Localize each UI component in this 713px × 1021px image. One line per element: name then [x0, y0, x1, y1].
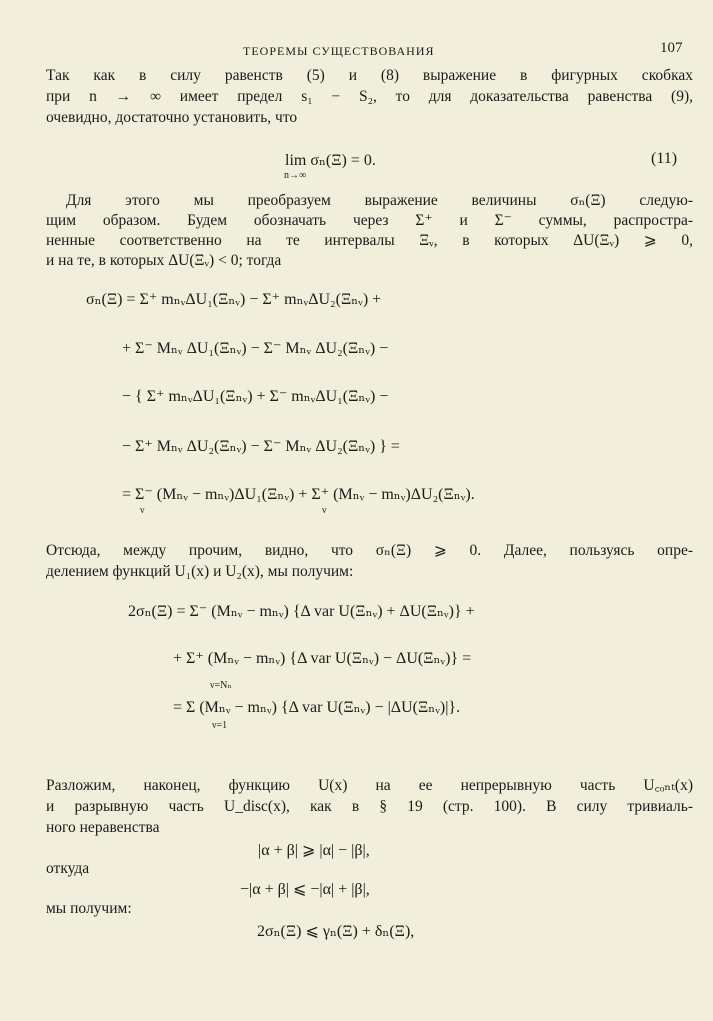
paragraph-line: Так как в силу равенств (5) и (8) выражение в фигурных скобках — [46, 67, 693, 84]
equation-line: = Σ⁻ (Mₙᵥ − mₙᵥ)ΔU₁(Ξₙᵥ) + Σ⁺ (Mₙᵥ − mₙᵥ)ΔU₂(Ξₙᵥ). — [122, 486, 475, 503]
equation-line: + Σ⁻ Mₙᵥ ΔU₁(Ξₙᵥ) − Σ⁻ Mₙᵥ ΔU₂(Ξₙᵥ) − — [122, 340, 389, 357]
paragraph-line: ного неравенства — [46, 819, 160, 836]
equation-11: lim σₙ(Ξ) = 0. — [285, 152, 376, 169]
paragraph-line: ненные соответственно на те интервалы Ξᵥ, в которых ΔU(Ξᵥ) ⩾ 0, — [46, 232, 693, 249]
paragraph-line: при n → ∞ имеет предел s₁ − S₂, то для доказательства равенства (9), — [46, 88, 693, 105]
equation-line: − Σ⁺ Mₙᵥ ΔU₂(Ξₙᵥ) − Σ⁻ Mₙᵥ ΔU₂(Ξₙᵥ) } = — [122, 438, 400, 455]
paragraph-line: Для этого мы преобразуем выражение величины σₙ(Ξ) следую- — [66, 192, 693, 209]
equation-number: (11) — [651, 150, 678, 167]
running-header: ТЕОРЕМЫ СУЩЕСТВОВАНИЯ — [243, 44, 435, 58]
paragraph-line: мы получим: — [46, 900, 132, 917]
sum-index: ν — [322, 505, 327, 516]
equation-line: − { Σ⁺ mₙᵥΔU₁(Ξₙᵥ) + Σ⁻ mₙᵥΔU₁(Ξₙᵥ) − — [122, 388, 389, 405]
sum-index: ν — [140, 505, 145, 516]
paragraph-line: откуда — [46, 860, 90, 877]
sum-upper-limit: ν=Nₙ — [210, 680, 232, 691]
paragraph-line: делением функций U₁(x) и U₂(x), мы получим: — [46, 563, 354, 580]
inequality: |α + β| ⩾ |α| − |β|, — [258, 842, 370, 859]
paragraph-line: Разложим, наконец, функцию U(x) на ее непрерывную часть U꜀ₒₙₜ(x) — [46, 777, 693, 794]
limit-subscript: n→∞ — [284, 170, 307, 181]
sum-lower-limit: ν=1 — [212, 720, 228, 731]
equation-line: 2σₙ(Ξ) = Σ⁻ (Mₙᵥ − mₙᵥ) {Δ var U(Ξₙᵥ) + ΔU(Ξₙᵥ)} + — [128, 603, 475, 620]
equation-line: = Σ (Mₙᵥ − mₙᵥ) {Δ var U(Ξₙᵥ) − |ΔU(Ξₙᵥ)|}. — [173, 699, 461, 716]
paragraph-line: очевидно, достаточно установить, что — [46, 109, 298, 126]
inequality: 2σₙ(Ξ) ⩽ γₙ(Ξ) + δₙ(Ξ), — [257, 923, 415, 940]
inequality: −|α + β| ⩽ −|α| + |β|, — [240, 881, 370, 898]
equation-line: + Σ⁺ (Mₙᵥ − mₙᵥ) {Δ var U(Ξₙᵥ) − ΔU(Ξₙᵥ)} = — [173, 650, 472, 667]
page-number: 107 — [660, 40, 683, 56]
equation-line: σₙ(Ξ) = Σ⁺ mₙᵥΔU₁(Ξₙᵥ) − Σ⁺ mₙᵥΔU₂(Ξₙᵥ) + — [86, 291, 382, 308]
paragraph-line: и разрывную часть U_disc(x), как в § 19 (стр. 100). В силу тривиаль- — [46, 798, 693, 815]
paragraph-line: и на те, в которых ΔU(Ξᵥ) < 0; тогда — [46, 252, 282, 269]
paragraph-line: Отсюда, между прочим, видно, что σₙ(Ξ) ⩾ 0. Далее, пользуясь опре- — [46, 542, 693, 559]
paragraph-line: щим образом. Будем обозначать через Σ⁺ и Σ⁻ суммы, распростра- — [46, 212, 693, 229]
